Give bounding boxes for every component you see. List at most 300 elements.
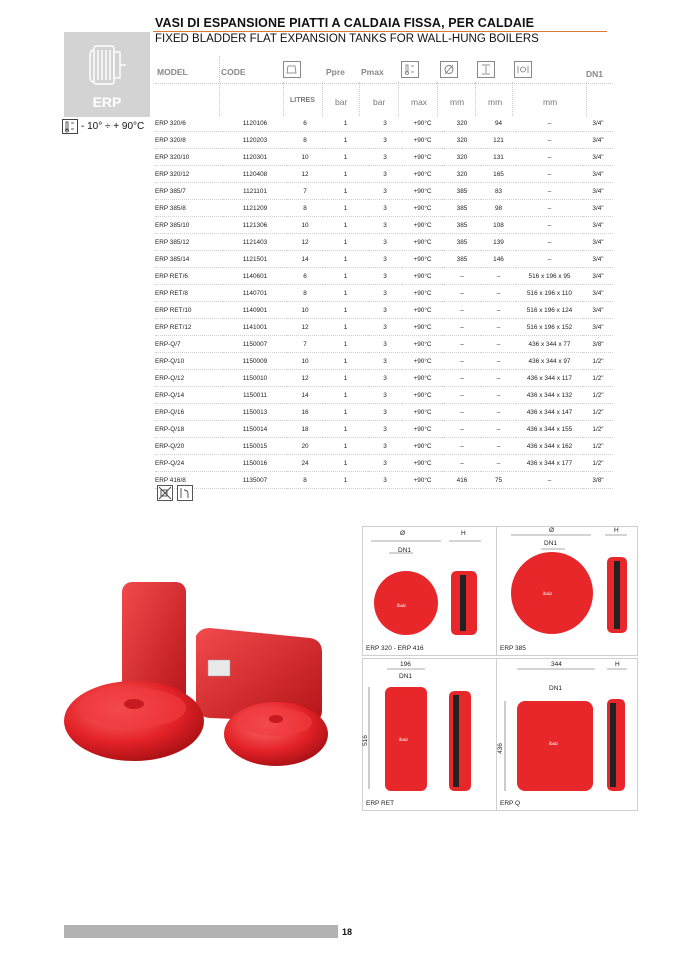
tank-front-view: [517, 701, 593, 791]
grid-line: [283, 82, 284, 116]
tank-logo: ibaiz: [397, 603, 407, 608]
cell-d: –: [443, 285, 481, 302]
tank-line-icon: [64, 32, 150, 92]
drawing-erp-ret: [362, 658, 497, 811]
max-temperature-icon: [401, 61, 419, 78]
title-english: FIXED BLADDER FLAT EXPANSION TANKS FOR WALL-HUNG BOILERS: [155, 33, 539, 45]
cell-dn1: 3/4": [583, 302, 613, 319]
cell-dim: 436 x 344 x 155: [516, 421, 583, 438]
cell-tmax: +90°C: [402, 472, 443, 489]
cell-dn1: 3/4": [583, 285, 613, 302]
cell-ppre: 1: [323, 234, 368, 251]
cell-dn1: 1/2": [583, 438, 613, 455]
cell-dim: –: [516, 149, 583, 166]
cell-ppre: 1: [323, 217, 368, 234]
cell-code: 1120408: [223, 166, 287, 183]
cell-dim: 436 x 344 x 162: [516, 438, 583, 455]
cell-d: 385: [443, 183, 481, 200]
cell-dn1: 3/8": [583, 472, 613, 489]
series-label: ERP: [92, 94, 122, 110]
cell-d: 320: [443, 149, 481, 166]
cell-ppre: 1: [323, 268, 368, 285]
cell-model: ERP 416/8: [155, 472, 223, 489]
cell-pmax: 3: [368, 302, 402, 319]
cell-tmax: +90°C: [402, 166, 443, 183]
cell-ppre: 1: [323, 251, 368, 268]
cell-model: ERP-Q/14: [155, 387, 223, 404]
cell-model: ERP 320/10: [155, 149, 223, 166]
cell-litres: 8: [287, 285, 323, 302]
cell-litres: 14: [287, 387, 323, 404]
cell-model: ERP RET/10: [155, 302, 223, 319]
diameter-symbol: Ø: [400, 530, 406, 537]
cell-d: –: [443, 336, 481, 353]
cell-dn1: 1/2": [583, 353, 613, 370]
cell-ppre: 1: [323, 166, 368, 183]
width-value: 344: [551, 661, 562, 668]
cell-litres: 20: [287, 438, 323, 455]
table-row: [155, 115, 613, 132]
thermometer-icon: [62, 119, 78, 134]
cell-code: 1150016: [223, 455, 287, 472]
cell-code: 1121306: [223, 217, 287, 234]
table-row: [155, 149, 613, 166]
header-bar-pmax: bar: [373, 97, 386, 107]
product-photo: [64, 576, 354, 776]
table-row: [155, 353, 613, 370]
table-row: [155, 183, 613, 200]
cell-h: –: [481, 455, 516, 472]
cell-d: –: [443, 421, 481, 438]
diameter-icon: [440, 61, 458, 78]
header-pmax: Pmax: [361, 67, 384, 77]
table-row: [155, 302, 613, 319]
volume-icon: [283, 61, 301, 78]
tank-side-view: [449, 691, 471, 791]
cell-dim: –: [516, 251, 583, 268]
drawing-erp-q: [496, 658, 638, 811]
table-row: [155, 387, 613, 404]
cell-dim: 516 x 196 x 95: [516, 268, 583, 285]
cell-d: 385: [443, 200, 481, 217]
cell-ppre: 1: [323, 319, 368, 336]
cell-dim: 436 x 344 x 177: [516, 455, 583, 472]
table-row: [155, 404, 613, 421]
cell-pmax: 3: [368, 166, 402, 183]
cell-code: 1150010: [223, 370, 287, 387]
cell-model: ERP 385/12: [155, 234, 223, 251]
cell-h: 98: [481, 200, 516, 217]
cell-ppre: 1: [323, 455, 368, 472]
cell-tmax: +90°C: [402, 302, 443, 319]
header-mm-dimensions: mm: [543, 97, 558, 107]
cell-code: 1150014: [223, 421, 287, 438]
cell-tmax: +90°C: [402, 336, 443, 353]
cell-code: 1135007: [223, 472, 287, 489]
title-italian: VASI DI ESPANSIONE PIATTI A CALDAIA FISSA, PER CALDAIE: [155, 16, 535, 30]
cell-code: 1120301: [223, 149, 287, 166]
cell-pmax: 3: [368, 319, 402, 336]
cell-model: ERP RET/8: [155, 285, 223, 302]
cell-dn1: 3/4": [583, 268, 613, 285]
cell-litres: 24: [287, 455, 323, 472]
cell-litres: 12: [287, 370, 323, 387]
cell-dn1: 1/2": [583, 387, 613, 404]
cell-h: –: [481, 387, 516, 404]
cell-tmax: +90°C: [402, 319, 443, 336]
cell-litres: 14: [287, 251, 323, 268]
cell-model: ERP-Q/24: [155, 455, 223, 472]
cell-dim: 436 x 344 x 77: [516, 336, 583, 353]
cell-d: –: [443, 455, 481, 472]
cell-pmax: 3: [368, 200, 402, 217]
cell-dim: –: [516, 217, 583, 234]
cell-dn1: 3/8": [583, 336, 613, 353]
dn1-label: DN1: [398, 547, 412, 554]
cell-code: 1150013: [223, 404, 287, 421]
cell-litres: 10: [287, 217, 323, 234]
cell-dn1: 1/2": [583, 421, 613, 438]
cell-tmax: +90°C: [402, 455, 443, 472]
cell-h: –: [481, 336, 516, 353]
grid-line: [586, 82, 587, 116]
cell-ppre: 1: [323, 353, 368, 370]
grid-line: [359, 82, 360, 116]
cell-dim: 516 x 196 x 124: [516, 302, 583, 319]
tank-logo: ibaiz: [399, 737, 409, 742]
cell-dim: –: [516, 183, 583, 200]
cell-pmax: 3: [368, 183, 402, 200]
cell-pmax: 3: [368, 421, 402, 438]
cell-h: –: [481, 438, 516, 455]
cell-ppre: 1: [323, 336, 368, 353]
cell-tmax: +90°C: [402, 404, 443, 421]
cell-dn1: 3/4": [583, 217, 613, 234]
cell-ppre: 1: [323, 387, 368, 404]
cell-dn1: 1/2": [583, 404, 613, 421]
cell-pmax: 3: [368, 387, 402, 404]
tank-logo: ibaiz: [549, 741, 559, 746]
cell-ppre: 1: [323, 285, 368, 302]
cell-tmax: +90°C: [402, 285, 443, 302]
table-row: [155, 319, 613, 336]
drawing-erp320: [362, 526, 497, 656]
cell-model: ERP-Q/10: [155, 353, 223, 370]
cell-pmax: 3: [368, 455, 402, 472]
cell-code: 1140601: [223, 268, 287, 285]
cell-d: –: [443, 268, 481, 285]
dn1-label: DN1: [549, 685, 563, 692]
cell-model: ERP-Q/20: [155, 438, 223, 455]
footer-bar: [64, 925, 338, 938]
no-wall-mount-icon: [157, 485, 173, 501]
height-icon: [477, 61, 495, 78]
height-symbol: H: [614, 527, 619, 534]
cell-ppre: 1: [323, 472, 368, 489]
grid-line: [398, 82, 399, 116]
cell-ppre: 1: [323, 421, 368, 438]
cell-h: 139: [481, 234, 516, 251]
title-divider: [153, 31, 607, 32]
cell-litres: 7: [287, 183, 323, 200]
cell-d: –: [443, 370, 481, 387]
cell-pmax: 3: [368, 115, 402, 132]
cell-litres: 18: [287, 421, 323, 438]
drawing-caption: ERP 320 - ERP 416: [366, 645, 424, 652]
cell-model: ERP 385/7: [155, 183, 223, 200]
drawing-caption: ERP RET: [366, 800, 395, 807]
cell-dim: –: [516, 234, 583, 251]
cell-pmax: 3: [368, 404, 402, 421]
cell-h: –: [481, 404, 516, 421]
table-row: [155, 234, 613, 251]
cell-h: 94: [481, 115, 516, 132]
cell-dim: –: [516, 472, 583, 489]
cell-tmax: +90°C: [402, 438, 443, 455]
cell-model: ERP RET/6: [155, 268, 223, 285]
cell-model: ERP RET/12: [155, 319, 223, 336]
cell-tmax: +90°C: [402, 217, 443, 234]
cell-tmax: +90°C: [402, 421, 443, 438]
cell-pmax: 3: [368, 285, 402, 302]
cell-litres: 12: [287, 166, 323, 183]
drawing-caption: ERP Q: [500, 800, 521, 807]
cell-ppre: 1: [323, 149, 368, 166]
cell-code: 1120106: [223, 115, 287, 132]
table-row: [155, 438, 613, 455]
header-code: CODE: [221, 67, 246, 77]
cell-h: 131: [481, 149, 516, 166]
cell-h: 165: [481, 166, 516, 183]
cell-tmax: +90°C: [402, 387, 443, 404]
cell-pmax: 3: [368, 370, 402, 387]
table-row: [155, 200, 613, 217]
height-symbol: H: [461, 530, 466, 537]
cell-d: –: [443, 319, 481, 336]
page-number: 18: [342, 927, 353, 937]
product-table: [155, 115, 613, 489]
cell-dim: 436 x 344 x 117: [516, 370, 583, 387]
cell-code: 1140701: [223, 285, 287, 302]
cell-litres: 8: [287, 132, 323, 149]
grid-line: [475, 82, 476, 116]
cell-litres: 10: [287, 302, 323, 319]
table-row: [155, 370, 613, 387]
cell-ppre: 1: [323, 200, 368, 217]
table-row: [155, 285, 613, 302]
table-row: [155, 268, 613, 285]
cell-pmax: 3: [368, 234, 402, 251]
grid-line: [437, 82, 438, 116]
cell-dn1: 3/4": [583, 234, 613, 251]
connection-icon: [514, 61, 532, 78]
cell-pmax: 3: [368, 251, 402, 268]
cell-model: ERP 320/12: [155, 166, 223, 183]
cell-ppre: 1: [323, 115, 368, 132]
cell-h: –: [481, 353, 516, 370]
tank-logo: ibaiz: [543, 591, 553, 596]
cell-model: ERP 385/8: [155, 200, 223, 217]
cell-dn1: 3/4": [583, 183, 613, 200]
header-divider: [155, 83, 613, 84]
header-model: MODEL: [157, 67, 188, 77]
cell-d: –: [443, 302, 481, 319]
cell-code: 1121209: [223, 200, 287, 217]
cell-dn1: 3/4": [583, 200, 613, 217]
cell-litres: 16: [287, 404, 323, 421]
cell-code: 1120203: [223, 132, 287, 149]
cell-code: 1121403: [223, 234, 287, 251]
dn1-label: DN1: [544, 540, 558, 547]
cell-model: ERP 385/14: [155, 251, 223, 268]
cell-dim: 436 x 344 x 97: [516, 353, 583, 370]
cell-pmax: 3: [368, 217, 402, 234]
table-row: [155, 472, 613, 489]
cell-code: 1150011: [223, 387, 287, 404]
cell-pmax: 3: [368, 353, 402, 370]
height-value: 436: [496, 743, 504, 754]
table-row: [155, 132, 613, 149]
cell-h: 83: [481, 183, 516, 200]
cell-dim: 436 x 344 x 147: [516, 404, 583, 421]
table-row: [155, 455, 613, 472]
cell-dim: –: [516, 166, 583, 183]
cell-dn1: 3/4": [583, 149, 613, 166]
cell-dim: –: [516, 115, 583, 132]
width-value: 196: [400, 661, 411, 668]
tank-label: [208, 660, 230, 676]
cell-dn1: 3/4": [583, 132, 613, 149]
diameter-symbol: Ø: [549, 527, 555, 534]
cell-tmax: +90°C: [402, 200, 443, 217]
cell-h: –: [481, 285, 516, 302]
cell-dim: 516 x 196 x 152: [516, 319, 583, 336]
cell-dn1: 1/2": [583, 455, 613, 472]
cell-dim: 516 x 196 x 110: [516, 285, 583, 302]
table-row: [155, 421, 613, 438]
table-row: [155, 336, 613, 353]
cell-pmax: 3: [368, 268, 402, 285]
drawing-caption: ERP 385: [500, 645, 526, 652]
cell-tmax: +90°C: [402, 183, 443, 200]
header-bar-ppre: bar: [335, 97, 348, 107]
cell-h: 75: [481, 472, 516, 489]
cell-d: 320: [443, 132, 481, 149]
cell-ppre: 1: [323, 370, 368, 387]
cell-litres: 6: [287, 268, 323, 285]
cell-litres: 12: [287, 234, 323, 251]
cell-tmax: +90°C: [402, 370, 443, 387]
cell-h: 108: [481, 217, 516, 234]
header-dn1: DN1: [586, 69, 604, 79]
cell-tmax: +90°C: [402, 268, 443, 285]
height-symbol: H: [615, 661, 620, 668]
cell-dim: 436 x 344 x 132: [516, 387, 583, 404]
cell-dn1: 3/4": [583, 251, 613, 268]
cell-tmax: +90°C: [402, 353, 443, 370]
grid-line: [512, 82, 513, 116]
cell-d: –: [443, 404, 481, 421]
cell-code: 1121501: [223, 251, 287, 268]
cell-pmax: 3: [368, 149, 402, 166]
cell-h: –: [481, 302, 516, 319]
drawing-erp385: [496, 526, 638, 656]
grid-line: [322, 82, 323, 116]
cell-tmax: +90°C: [402, 251, 443, 268]
cell-litres: 8: [287, 200, 323, 217]
cell-ppre: 1: [323, 302, 368, 319]
cell-d: 385: [443, 217, 481, 234]
cell-pmax: 3: [368, 336, 402, 353]
cell-code: 1150007: [223, 336, 287, 353]
wall-mount-icon: [177, 485, 193, 501]
cell-model: ERP 320/6: [155, 115, 223, 132]
cell-ppre: 1: [323, 438, 368, 455]
cell-tmax: +90°C: [402, 132, 443, 149]
cell-model: ERP 385/10: [155, 217, 223, 234]
cell-code: 1150015: [223, 438, 287, 455]
cell-d: –: [443, 353, 481, 370]
cell-tmax: +90°C: [402, 115, 443, 132]
grid-line: [219, 56, 220, 116]
cell-litres: 7: [287, 336, 323, 353]
cell-h: –: [481, 268, 516, 285]
cell-code: 1140901: [223, 302, 287, 319]
temperature-range: - 10° ÷ + 90°C: [81, 121, 145, 132]
cell-ppre: 1: [323, 132, 368, 149]
cell-model: ERP-Q/18: [155, 421, 223, 438]
header-litres: LITRES: [290, 97, 315, 104]
table-row: [155, 251, 613, 268]
cell-code: 1121101: [223, 183, 287, 200]
cell-litres: 12: [287, 319, 323, 336]
cell-h: –: [481, 370, 516, 387]
cell-h: –: [481, 421, 516, 438]
cell-dn1: 3/4": [583, 166, 613, 183]
cell-tmax: +90°C: [402, 234, 443, 251]
cell-dim: –: [516, 132, 583, 149]
cell-d: 320: [443, 115, 481, 132]
cell-ppre: 1: [323, 183, 368, 200]
cell-h: 146: [481, 251, 516, 268]
cell-d: 385: [443, 234, 481, 251]
cell-pmax: 3: [368, 472, 402, 489]
cell-code: 1150009: [223, 353, 287, 370]
cell-pmax: 3: [368, 438, 402, 455]
cell-model: ERP-Q/16: [155, 404, 223, 421]
cell-code: 1141001: [223, 319, 287, 336]
header-ppre: Ppre: [326, 67, 345, 77]
cell-ppre: 1: [323, 404, 368, 421]
cell-dim: –: [516, 200, 583, 217]
cell-model: ERP-Q/12: [155, 370, 223, 387]
height-value: 516: [361, 735, 369, 746]
header-max: max: [411, 97, 428, 107]
cell-dn1: 3/4": [583, 319, 613, 336]
cell-litres: 8: [287, 472, 323, 489]
cell-model: ERP 320/8: [155, 132, 223, 149]
cell-d: –: [443, 438, 481, 455]
header-mm-diameter: mm: [450, 97, 465, 107]
cell-litres: 6: [287, 115, 323, 132]
cell-litres: 10: [287, 353, 323, 370]
dn1-label: DN1: [399, 673, 413, 680]
cell-model: ERP-Q/7: [155, 336, 223, 353]
cell-d: –: [443, 387, 481, 404]
cell-pmax: 3: [368, 132, 402, 149]
cell-d: 416: [443, 472, 481, 489]
cell-dn1: 3/4": [583, 115, 613, 132]
